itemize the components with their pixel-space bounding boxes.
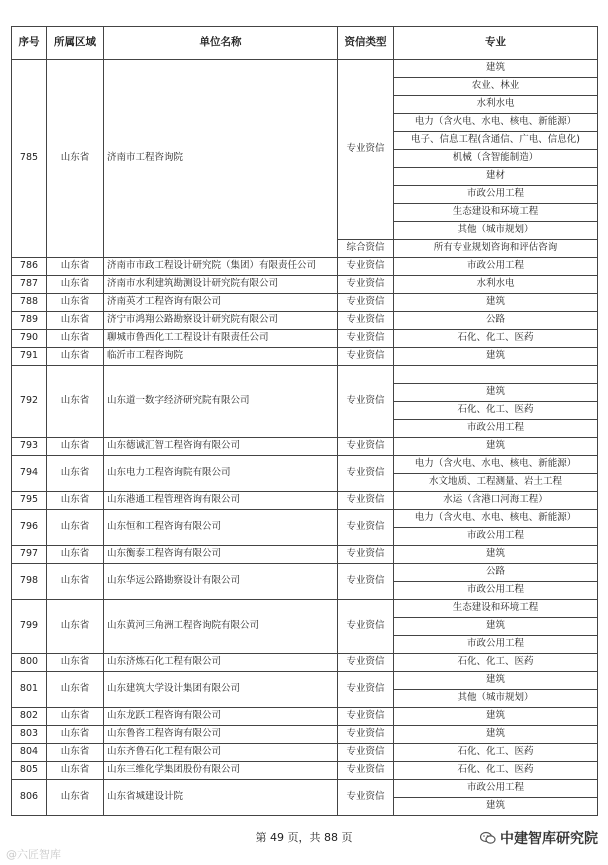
- header-credit-type: 资信类型: [338, 27, 394, 60]
- row-unit-name: 聊城市鲁西化工工程设计有限责任公司: [104, 330, 338, 348]
- row-specialty: 市政公用工程: [394, 780, 598, 798]
- table-row: [12, 456, 598, 474]
- row-specialty: 电力（含火电、水电、核电、新能源）: [394, 114, 598, 132]
- row-region: 山东省: [47, 564, 104, 600]
- row-unit-name: 临沂市工程咨询院: [104, 348, 338, 366]
- row-unit-name: 山东德诚汇智工程咨询有限公司: [104, 438, 338, 456]
- row-credit-type: 综合资信: [338, 240, 394, 258]
- table-row: [12, 780, 598, 798]
- table-row: [12, 294, 598, 312]
- row-region: 山东省: [47, 60, 104, 258]
- table-row: [12, 726, 598, 744]
- row-region: 山东省: [47, 708, 104, 726]
- row-no: 802: [12, 708, 47, 726]
- row-region: 山东省: [47, 744, 104, 762]
- table-row: [12, 492, 598, 510]
- row-specialty: 建筑: [394, 384, 598, 402]
- row-unit-name: 山东道一数字经济研究院有限公司: [104, 366, 338, 438]
- row-no: 791: [12, 348, 47, 366]
- row-specialty: 市政公用工程: [394, 186, 598, 204]
- table-row: [12, 762, 598, 780]
- row-credit-type: 专业资信: [338, 366, 394, 438]
- header-unit-name: 单位名称: [104, 27, 338, 60]
- row-unit-name: 山东建筑大学设计集团有限公司: [104, 672, 338, 708]
- row-credit-type: 专业资信: [338, 762, 394, 780]
- row-unit-name: 山东华远公路勘察设计有限公司: [104, 564, 338, 600]
- header-specialty: 专业: [394, 27, 598, 60]
- row-unit-name: 山东齐鲁石化工程有限公司: [104, 744, 338, 762]
- row-unit-name: 山东鲁咨工程咨询有限公司: [104, 726, 338, 744]
- row-specialty: 石化、化工、医药: [394, 762, 598, 780]
- row-unit-name: 山东黄河三角洲工程咨询院有限公司: [104, 600, 338, 654]
- row-specialty: 建筑: [394, 726, 598, 744]
- row-no: 786: [12, 258, 47, 276]
- row-specialty: 石化、化工、医药: [394, 330, 598, 348]
- row-specialty: 建筑: [394, 294, 598, 312]
- row-no: 799: [12, 600, 47, 654]
- table-row: [12, 510, 598, 528]
- row-no: 790: [12, 330, 47, 348]
- row-region: 山东省: [47, 672, 104, 708]
- row-unit-name: 山东衡泰工程咨询有限公司: [104, 546, 338, 564]
- row-specialty: 市政公用工程: [394, 582, 598, 600]
- table-row: [12, 654, 598, 672]
- row-credit-type: 专业资信: [338, 744, 394, 762]
- table-row: [12, 312, 598, 330]
- row-credit-type: 专业资信: [338, 330, 394, 348]
- row-unit-name: 济宁市鸿翔公路勘察设计研究院有限公司: [104, 312, 338, 330]
- row-no: 805: [12, 762, 47, 780]
- table-row: [12, 438, 598, 456]
- row-unit-name: 山东电力工程咨询院有限公司: [104, 456, 338, 492]
- row-specialty: 电力（含火电、水电、核电、新能源）: [394, 456, 598, 474]
- row-no: 794: [12, 456, 47, 492]
- table-row: [12, 348, 598, 366]
- row-credit-type: 专业资信: [338, 492, 394, 510]
- row-no: 800: [12, 654, 47, 672]
- row-credit-type: 专业资信: [338, 564, 394, 600]
- row-specialty: 水利水电: [394, 96, 598, 114]
- row-region: 山东省: [47, 492, 104, 510]
- row-specialty: 市政公用工程: [394, 636, 598, 654]
- row-no: 795: [12, 492, 47, 510]
- row-region: 山东省: [47, 276, 104, 294]
- table-row: [12, 708, 598, 726]
- row-no: 788: [12, 294, 47, 312]
- row-specialty: 生态建设和环境工程: [394, 204, 598, 222]
- row-credit-type: 专业资信: [338, 708, 394, 726]
- row-credit-type: 专业资信: [338, 510, 394, 546]
- row-specialty: 建筑: [394, 60, 598, 78]
- row-credit-type: 专业资信: [338, 348, 394, 366]
- row-region: 山东省: [47, 258, 104, 276]
- row-credit-type: 专业资信: [338, 780, 394, 816]
- row-no: 806: [12, 780, 47, 816]
- row-unit-name: 山东三维化学集团股份有限公司: [104, 762, 338, 780]
- row-no: 796: [12, 510, 47, 546]
- row-specialty: 石化、化工、医药: [394, 744, 598, 762]
- row-specialty: 市政公用工程: [394, 420, 598, 438]
- watermark-right: [480, 828, 598, 848]
- row-specialty: 农业、林业: [394, 78, 598, 96]
- row-specialty: 机械（含智能制造）: [394, 150, 598, 168]
- row-specialty: 建筑: [394, 438, 598, 456]
- table-row: [12, 366, 598, 384]
- row-specialty: 建筑: [394, 798, 598, 816]
- row-region: 山东省: [47, 510, 104, 546]
- row-specialty: 建筑: [394, 348, 598, 366]
- row-specialty: 建筑: [394, 618, 598, 636]
- row-region: 山东省: [47, 456, 104, 492]
- row-no: 793: [12, 438, 47, 456]
- row-specialty: 建筑: [394, 708, 598, 726]
- header-no: 序号: [12, 27, 47, 60]
- row-no: 803: [12, 726, 47, 744]
- row-specialty: 石化、化工、医药: [394, 402, 598, 420]
- row-no: 789: [12, 312, 47, 330]
- row-region: 山东省: [47, 726, 104, 744]
- row-credit-type: 专业资信: [338, 438, 394, 456]
- row-credit-type: 专业资信: [338, 654, 394, 672]
- row-credit-type: 专业资信: [338, 546, 394, 564]
- table-row: [12, 600, 598, 618]
- table-row: [12, 672, 598, 690]
- table-row: [12, 276, 598, 294]
- row-region: 山东省: [47, 438, 104, 456]
- row-region: 山东省: [47, 546, 104, 564]
- row-specialty: 建筑: [394, 546, 598, 564]
- row-no: 797: [12, 546, 47, 564]
- table-row: [12, 546, 598, 564]
- row-specialty: 水利水电: [394, 276, 598, 294]
- row-credit-type: 专业资信: [338, 726, 394, 744]
- row-unit-name: 山东省城建设计院: [104, 780, 338, 816]
- row-region: 山东省: [47, 348, 104, 366]
- row-unit-name: 山东龙跃工程咨询有限公司: [104, 708, 338, 726]
- row-region: 山东省: [47, 294, 104, 312]
- row-unit-name: 山东恒和工程咨询有限公司: [104, 510, 338, 546]
- row-credit-type: 专业资信: [338, 672, 394, 708]
- row-specialty: 电子、信息工程(含通信、广电、信息化): [394, 132, 598, 150]
- row-region: 山东省: [47, 780, 104, 816]
- row-no: 792: [12, 366, 47, 438]
- wechat-icon: [480, 831, 496, 845]
- row-specialty: 生态建设和环境工程: [394, 600, 598, 618]
- row-specialty: 市政公用工程: [394, 258, 598, 276]
- row-specialty: 公路: [394, 564, 598, 582]
- row-specialty: 市政公用工程: [394, 528, 598, 546]
- table-row: [12, 60, 598, 78]
- row-credit-type: 专业资信: [338, 60, 394, 240]
- header-row: [12, 27, 598, 60]
- watermark-left: @六匠智库: [6, 848, 61, 861]
- row-region: 山东省: [47, 312, 104, 330]
- table-row: [12, 330, 598, 348]
- row-specialty: [394, 366, 598, 384]
- row-region: 山东省: [47, 762, 104, 780]
- table-row: [12, 258, 598, 276]
- row-unit-name: 济南英才工程咨询有限公司: [104, 294, 338, 312]
- page-info: 第 49 页，共 88 页: [255, 831, 353, 844]
- row-no: 787: [12, 276, 47, 294]
- row-region: 山东省: [47, 600, 104, 654]
- row-specialty: 水文地质、工程测量、岩土工程: [394, 474, 598, 492]
- row-specialty: 建材: [394, 168, 598, 186]
- table-row: [12, 744, 598, 762]
- header-region: 所属区域: [47, 27, 104, 60]
- row-specialty: 水运（含港口河海工程）: [394, 492, 598, 510]
- row-specialty: 公路: [394, 312, 598, 330]
- row-credit-type: 专业资信: [338, 294, 394, 312]
- row-credit-type: 专业资信: [338, 456, 394, 492]
- qualification-table: [11, 26, 598, 816]
- row-credit-type: 专业资信: [338, 276, 394, 294]
- row-specialty: 电力（含火电、水电、核电、新能源）: [394, 510, 598, 528]
- row-specialty: 其他（城市规划）: [394, 690, 598, 708]
- row-specialty: 所有专业规划咨询和评估咨询: [394, 240, 598, 258]
- row-region: 山东省: [47, 654, 104, 672]
- row-no: 785: [12, 60, 47, 258]
- row-unit-name: 山东济炼石化工程有限公司: [104, 654, 338, 672]
- row-specialty: 建筑: [394, 672, 598, 690]
- row-no: 801: [12, 672, 47, 708]
- row-no: 798: [12, 564, 47, 600]
- row-no: 804: [12, 744, 47, 762]
- row-credit-type: 专业资信: [338, 312, 394, 330]
- row-region: 山东省: [47, 330, 104, 348]
- table-row: [12, 564, 598, 582]
- row-credit-type: 专业资信: [338, 258, 394, 276]
- row-specialty: 其他（城市规划）: [394, 222, 598, 240]
- row-unit-name: 济南市水利建筑勘测设计研究院有限公司: [104, 276, 338, 294]
- table-body: [12, 60, 598, 816]
- row-unit-name: 济南市市政工程设计研究院（集团）有限责任公司: [104, 258, 338, 276]
- row-credit-type: 专业资信: [338, 600, 394, 654]
- watermark-right-text: 中建智库研究院: [500, 831, 598, 847]
- row-unit-name: 山东港通工程管理咨询有限公司: [104, 492, 338, 510]
- row-region: 山东省: [47, 366, 104, 438]
- row-specialty: 石化、化工、医药: [394, 654, 598, 672]
- row-unit-name: 济南市工程咨询院: [104, 60, 338, 258]
